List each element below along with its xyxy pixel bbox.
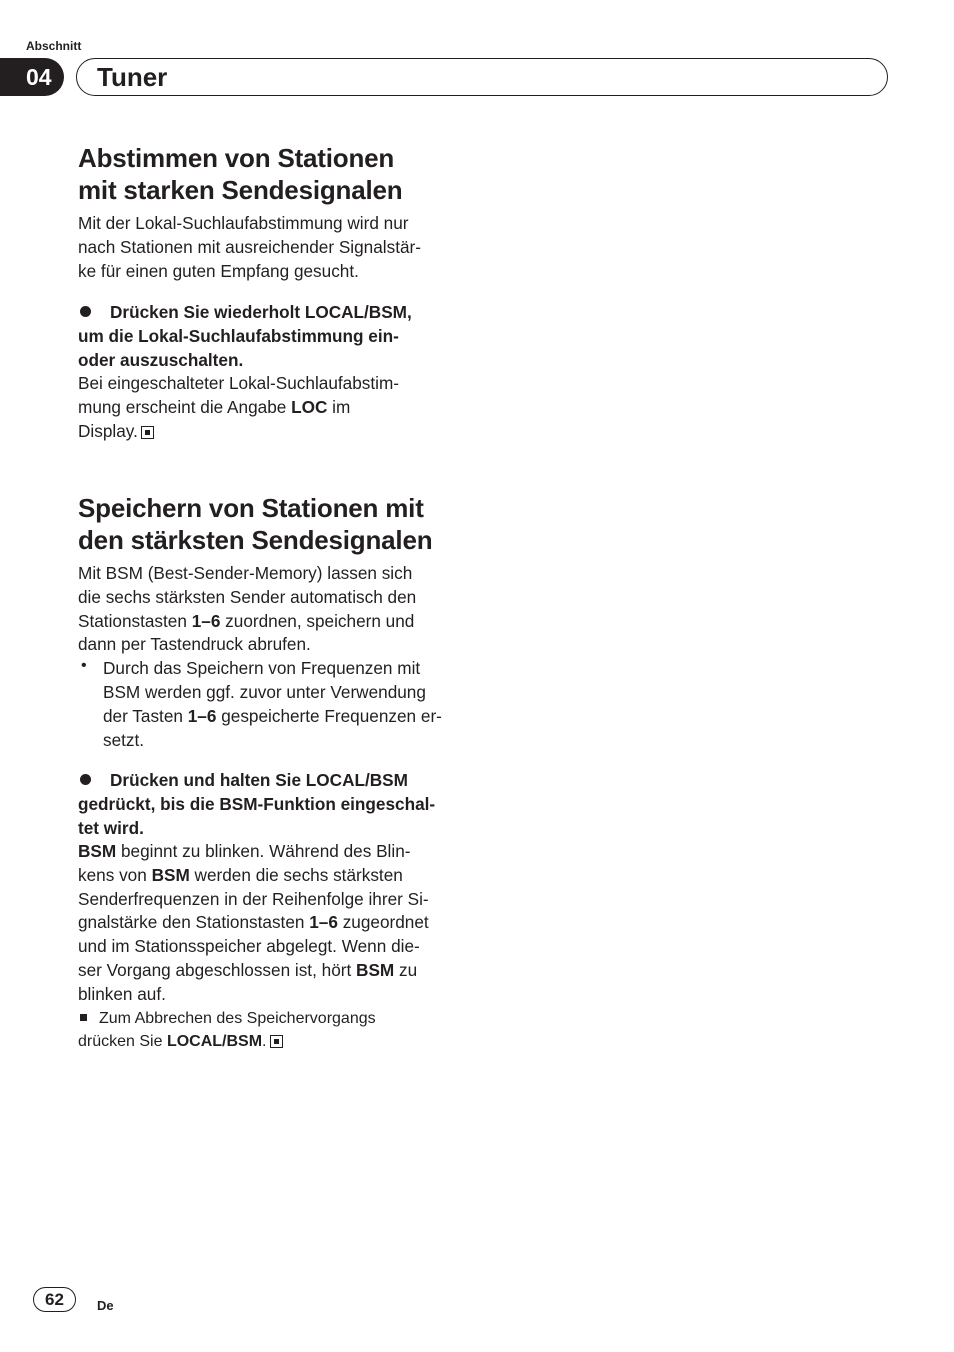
bullet-item [78, 657, 442, 752]
section-end-icon [141, 426, 154, 439]
text-line: BSM beginnt zu blinken. Während des Blin- [78, 841, 411, 861]
text-line: nach Stationen mit ausreichender Signalstär- [78, 236, 421, 257]
text-line: Mit der Lokal-Suchlaufabstimmung wird nur [78, 213, 409, 233]
heading-line: mit starken Sendesignalen [78, 175, 403, 205]
instruction-hold-local-bsm [78, 769, 435, 840]
instruction-line: gedrückt, bis die BSM-Funktion eingeschal- [78, 793, 436, 814]
text-line: die sechs stärksten Sender automatisch den [78, 586, 417, 607]
bsm-intro-paragraph [78, 562, 442, 752]
text-line: Bei eingeschalteter Lokal-Suchlaufabstim- [78, 373, 400, 393]
text-line: setzt. [103, 729, 145, 750]
instruction-line: tet wird. [78, 817, 144, 838]
note-line: Zum Abbrechen des Speichervorgangs [78, 1007, 429, 1031]
abschnitt-label: Abschnitt [26, 39, 82, 53]
section-end-icon [270, 1035, 283, 1048]
instruction-line: Drücken und halten Sie LOCAL/BSM [78, 769, 435, 793]
heading-line: den stärksten Sendesignalen [78, 525, 433, 555]
heading-abstimmen [78, 142, 402, 206]
heading-line: Abstimmen von Stationen [78, 143, 395, 173]
text-line: mung erscheint die Angabe LOC im [78, 396, 351, 417]
text-line: BSM werden ggf. zuvor unter Verwendung [103, 681, 426, 702]
text-line: ser Vorgang abgeschlossen ist, hört BSM zu [78, 959, 418, 980]
instruction-local-bsm [78, 301, 412, 372]
intro-paragraph [78, 212, 421, 283]
note-line: drücken Sie LOCAL/BSM. [78, 1030, 429, 1054]
text-line: dann per Tastendruck abrufen. [78, 634, 311, 655]
section-number-tab: 04 [0, 58, 64, 96]
text-line: der Tasten 1–6 gespeicherte Frequenzen er- [103, 705, 442, 726]
result-paragraph [78, 372, 399, 443]
instruction-line: Drücken Sie wiederholt LOCAL/BSM, [78, 301, 412, 325]
text-line: Display. [78, 420, 399, 444]
text-line: • Durch das Speichern von Frequenzen mit [103, 658, 421, 679]
text-line: Stationstasten 1–6 zuordnen, speichern und [78, 610, 415, 631]
heading-line: Speichern von Stationen mit [78, 493, 424, 523]
text-line: Mit BSM (Best-Sender-Memory) lassen sich [78, 563, 413, 583]
text-line: blinken auf. [78, 983, 166, 1004]
text-line: gnalstärke den Stationstasten 1–6 zugeordnet [78, 912, 429, 933]
bullet-dot-icon [80, 306, 91, 317]
section-title-bar [76, 58, 888, 96]
instruction-line: oder auszuschalten. [78, 349, 244, 370]
instruction-line: um die Lokal-Suchlaufabstimmung ein- [78, 325, 399, 346]
note-square-icon [80, 1014, 87, 1021]
section-title: Tuner [97, 62, 168, 92]
page-number: 62 [33, 1287, 76, 1312]
language-code: De [97, 1298, 114, 1313]
heading-speichern [78, 492, 432, 556]
bullet-dot-icon [80, 774, 91, 785]
text-line: ke für einen guten Empfang gesucht. [78, 260, 359, 281]
text-line: kens von BSM werden die sechs stärksten [78, 864, 403, 885]
text-line: Senderfrequenzen in der Reihenfolge ihrer Si- [78, 888, 429, 909]
text-line: und im Stationsspeicher abgelegt. Wenn die- [78, 936, 420, 957]
bsm-result-paragraph [78, 840, 429, 1054]
